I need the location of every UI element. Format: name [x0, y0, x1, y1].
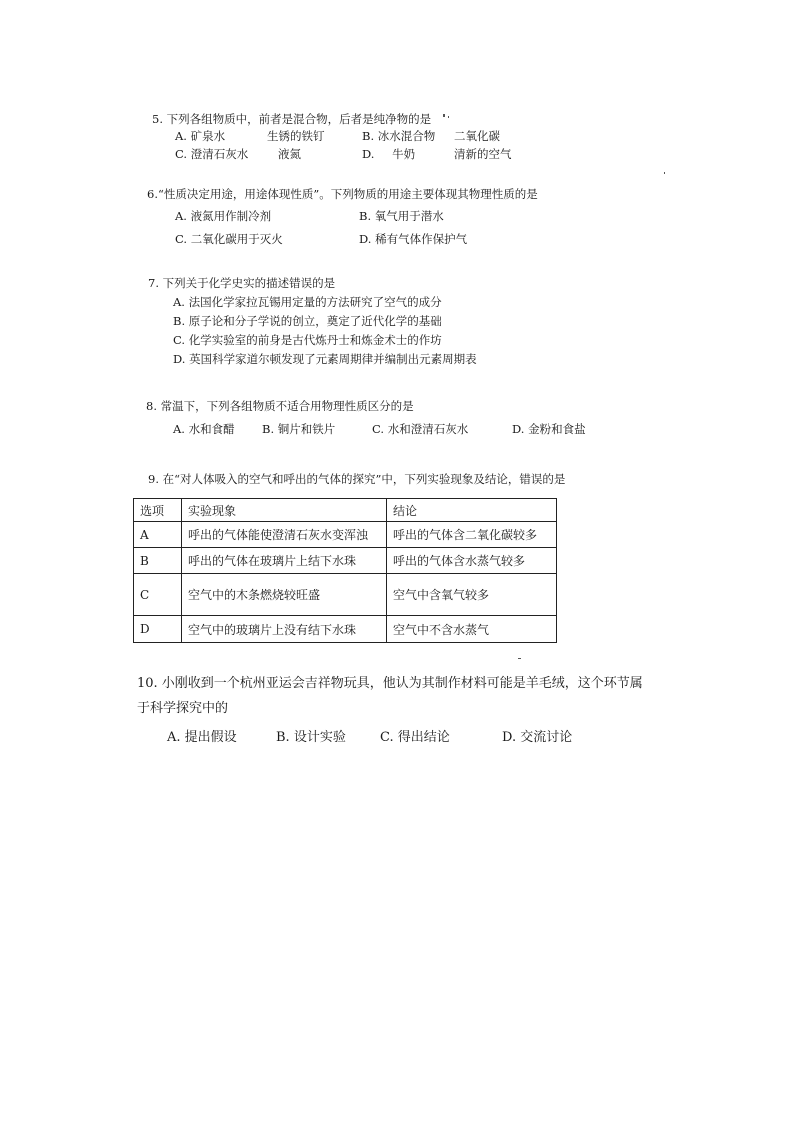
- option-key: B.: [359, 209, 372, 223]
- question-10-stem-line-1: 10. 小刚收到一个杭州亚运会吉祥物玩具，他认为其制作材料可能是羊毛绒，这个环节属: [137, 676, 643, 691]
- question-9-table: [133, 498, 557, 643]
- option-first: 澄清石灰水: [190, 147, 249, 161]
- question-8-option-c: [372, 421, 468, 437]
- option-text: 金粉和食盐: [528, 422, 586, 436]
- question-8-stem: 8. 常温下，下列各组物质不适合用物理性质区分的是: [146, 399, 414, 413]
- scan-speck: [518, 658, 521, 659]
- question-8-option-d: [512, 421, 586, 437]
- table-cell: 空气中的玻璃片上没有结下水珠: [182, 616, 387, 643]
- scan-speck: [448, 116, 449, 118]
- option-key: A.: [173, 295, 185, 309]
- option-text: 水和澄清石灰水: [387, 422, 469, 436]
- option-text: 铜片和铁片: [277, 422, 336, 436]
- option-text: 设计实验: [293, 730, 346, 745]
- option-key: B.: [262, 422, 275, 436]
- table-cell: 空气中不含水蒸气: [387, 616, 557, 643]
- option-key: D.: [173, 352, 186, 366]
- table-cell: C: [134, 574, 182, 616]
- option-key: D.: [512, 422, 525, 436]
- table-header-cell: 结论: [387, 499, 557, 522]
- option-text: 化学实验室的前身是古代炼丹士和炼金术士的作坊: [188, 333, 442, 347]
- question-10-option-b: [276, 729, 346, 747]
- question-5-option-a: [175, 128, 225, 144]
- option-key: D.: [362, 147, 375, 161]
- option-text: 二氧化碳用于灭火: [190, 232, 283, 246]
- question-5-option-d-second: 清新的空气: [454, 147, 512, 161]
- option-key: A.: [167, 730, 181, 745]
- table-row: [134, 522, 557, 548]
- question-7-option-b: [173, 313, 442, 329]
- option-key: C.: [173, 333, 186, 347]
- question-5-option-b: [362, 128, 435, 144]
- question-7-stem: 7. 下列关于化学史实的描述错误的是: [148, 276, 336, 290]
- option-key: C.: [175, 232, 188, 246]
- table-cell: 呼出的气体含二氧化碳较多: [387, 522, 557, 548]
- question-10-option-d: [502, 729, 572, 747]
- option-key: A.: [175, 209, 187, 223]
- option-key: A.: [175, 129, 187, 143]
- question-5-option-b-second: 二氧化碳: [454, 129, 500, 143]
- question-5-option-c: [175, 146, 248, 162]
- table-header-cell: 选项: [134, 499, 182, 522]
- option-key: B.: [362, 129, 375, 143]
- question-5-option-c-second: 液氮: [278, 147, 301, 161]
- question-9-stem: 9. 在“对人体吸入的空气和呼出的气体的探究”中，下列实验现象及结论，错误的是: [148, 472, 566, 486]
- question-7-option-c: [173, 332, 442, 348]
- option-text: 原子论和分子学说的创立，奠定了近代化学的基础: [188, 314, 442, 328]
- table-header-row: [134, 499, 557, 522]
- question-7-option-a: [173, 294, 442, 310]
- question-6-option-c: [175, 231, 283, 247]
- option-first: 矿泉水: [190, 129, 226, 143]
- table-cell: D: [134, 616, 182, 643]
- option-text: 水和食醋: [188, 422, 235, 436]
- option-text: 提出假设: [184, 730, 237, 745]
- table-row: [134, 548, 557, 574]
- question-6-option-b: [359, 208, 444, 224]
- question-10-option-c: [380, 729, 450, 747]
- question-5-option-d: [362, 146, 415, 162]
- question-5-stem: 5. 下列各组物质中，前者是混合物，后者是纯净物的是: [152, 112, 432, 126]
- question-10-stem-line-2: 于科学探究中的: [137, 701, 229, 716]
- table-header-cell: 实验现象: [182, 499, 387, 522]
- table-cell: B: [134, 548, 182, 574]
- option-key: B.: [173, 314, 186, 328]
- option-key: A.: [173, 422, 185, 436]
- option-key: C.: [372, 422, 385, 436]
- option-text: 交流讨论: [520, 730, 573, 745]
- question-6-option-a: [175, 208, 271, 224]
- question-8-option-b: [262, 421, 335, 437]
- table-cell: 呼出的气体在玻璃片上结下水珠: [182, 548, 387, 574]
- option-text: 液氮用作制冷剂: [190, 209, 272, 223]
- scan-speck: [443, 114, 445, 117]
- option-text: 法国化学家拉瓦锡用定量的方法研究了空气的成分: [188, 295, 442, 309]
- option-first: 冰水混合物: [377, 129, 436, 143]
- option-key: D.: [502, 730, 517, 745]
- option-key: C.: [175, 147, 188, 161]
- table-cell: 呼出的气体含水蒸气较多: [387, 548, 557, 574]
- table-cell: 空气中的木条燃烧较旺盛: [182, 574, 387, 616]
- option-key: D.: [359, 232, 372, 246]
- option-key: C.: [380, 730, 394, 745]
- table-row: [134, 616, 557, 643]
- question-6-stem: 6.“性质决定用途，用途体现性质”。下列物质的用途主要体现其物理性质的是: [147, 187, 538, 201]
- option-text: 得出结论: [397, 730, 450, 745]
- question-8-option-a: [173, 421, 235, 437]
- table-row: [134, 574, 557, 616]
- table-cell: 呼出的气体能使澄清石灰水变浑浊: [182, 522, 387, 548]
- scan-speck: [664, 172, 665, 174]
- question-10-option-a: [167, 729, 237, 747]
- option-text: 稀有气体作保护气: [375, 232, 468, 246]
- question-6-option-d: [359, 231, 467, 247]
- table-cell: 空气中含氧气较多: [387, 574, 557, 616]
- question-5-option-a-second: 生锈的铁钉: [267, 129, 325, 143]
- question-7-option-d: [173, 351, 477, 367]
- option-text: 氧气用于潜水: [374, 209, 444, 223]
- option-text: 英国科学家道尔顿发现了元素周期律并编制出元素周期表: [189, 352, 477, 366]
- option-key: B.: [276, 730, 290, 745]
- table-cell: A: [134, 522, 182, 548]
- option-first: 牛奶: [392, 147, 416, 161]
